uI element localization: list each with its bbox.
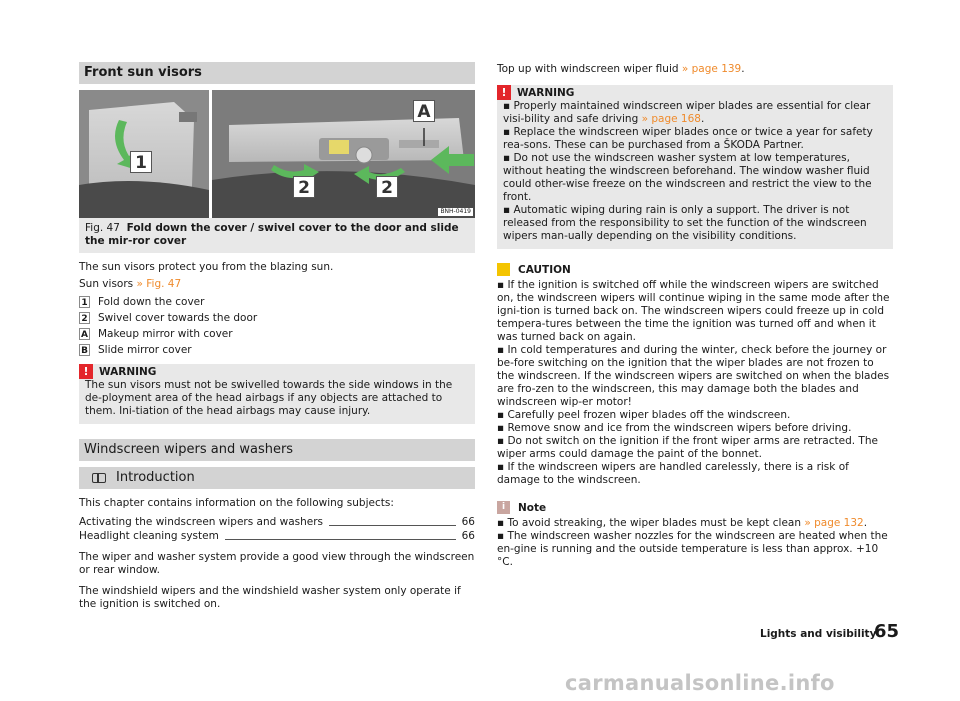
caution-bullet: ▪ Carefully peel frozen wiper blades off the windscreen. xyxy=(497,409,791,421)
toc-list xyxy=(79,516,475,543)
left-column xyxy=(79,62,475,611)
legend-text: Slide mirror cover xyxy=(98,344,192,356)
footer-section-name: Lights and visibility xyxy=(760,628,877,640)
sun-visor-intro: The sun visors protect you from the blazing sun. xyxy=(79,261,334,273)
caution-bullet: ▪ Remove snow and ice from the windscreen wipers before driving. xyxy=(497,422,852,434)
warning-bullet: ▪ Automatic wiping during rain is only a support. The driver is not released from the responsibility to set the function of the windscreen wipers man-ually depending on the visibility conditions. xyxy=(503,204,867,242)
legend-badge: 2 xyxy=(79,312,90,324)
note-section xyxy=(497,500,893,569)
section-title-sun-visors: Front sun visors xyxy=(79,62,475,84)
warning-title: WARNING xyxy=(517,86,575,99)
right-column xyxy=(497,62,893,569)
legend-item xyxy=(79,342,475,358)
caution-body xyxy=(497,279,893,487)
figure-sun-visors xyxy=(79,90,475,218)
note-page-link[interactable]: » page 132 xyxy=(804,517,864,529)
toc-label: Activating the windscreen wipers and washers xyxy=(79,516,324,528)
wiper-system-paragraph: The wiper and washer system provide a good view through the windscreen or rear window. xyxy=(79,551,475,576)
warning-title: WARNING xyxy=(99,365,157,378)
info-icon: i xyxy=(497,501,510,514)
note-bullet-end: . xyxy=(863,517,868,529)
caution-bullet: ▪ In cold temperatures and during the winter, check before the journey or be-fore switching on the ignition that the wiper blades are not frozen to the windscreen. If the windscreen wipers are switched on when the blades are fro-zen to the windscreen, this may damage both the blades and windscreen wip-er motor! xyxy=(497,344,890,408)
warning-icon: ! xyxy=(497,85,511,100)
caution-bullet: ▪ If the ignition is switched off while the windscreen wipers are switched on, the windscreen wipers will continue wiping in the same mode after the igni-tion is turned back on. The windscreen wipers could freeze up in cold tempera-tures between the time the ignition was turned off and when it was turned back on again. xyxy=(497,279,890,343)
warning-bullet xyxy=(503,100,887,126)
top-up-end: . xyxy=(741,63,745,75)
legend-text: Makeup mirror with cover xyxy=(98,328,233,340)
warning-header xyxy=(79,364,475,379)
figure-number: Fig. 47 xyxy=(85,222,120,234)
toc-label: Headlight cleaning system xyxy=(79,530,219,542)
figure-label-2a: 2 xyxy=(293,176,315,198)
caution-bullet: ▪ Do not switch on the ignition if the front wiper arms are retracted. The wiper arms could damage the paint of the bonnet. xyxy=(497,435,878,460)
top-up-page-link[interactable]: » page 139 xyxy=(681,63,742,75)
toc-leader xyxy=(329,525,456,526)
figure-label-2b: 2 xyxy=(376,176,398,198)
section-title-wipers: Windscreen wipers and washers xyxy=(79,439,475,461)
note-body xyxy=(497,517,893,569)
warning-box-sun-visors xyxy=(79,364,475,424)
chapter-contents-text: This chapter contains information on the following subjects: xyxy=(79,497,394,509)
top-up-text: Top up with windscreen wiper fluid xyxy=(497,63,679,75)
toc-item[interactable] xyxy=(79,516,475,529)
warning-bullet-text: ▪ Properly maintained windscreen wiper blades are essential for clear visi-bility and safe driving xyxy=(503,100,871,125)
toc-leader xyxy=(225,539,456,540)
figure-label-a: A xyxy=(413,100,435,122)
page-number: 65 xyxy=(874,621,900,642)
warning-page-link[interactable]: » page 168 xyxy=(641,113,701,125)
caution-title: CAUTION xyxy=(518,263,571,276)
legend-item xyxy=(79,294,475,310)
warning-bullet-end: . xyxy=(700,113,705,125)
legend-badge: 1 xyxy=(79,296,90,308)
toc-page: 66 xyxy=(461,516,475,528)
legend-text: Fold down the cover xyxy=(98,296,205,308)
legend-badge: A xyxy=(79,328,90,340)
watermark: carmanualsonline.info xyxy=(565,671,835,695)
figure-caption xyxy=(79,218,475,253)
caution-bullet: ▪ If the windscreen wipers are handled carelessly, there is a risk of damage to the windscreen. xyxy=(497,461,849,486)
legend-list xyxy=(79,294,475,358)
legend-text: Swivel cover towards the door xyxy=(98,312,258,324)
warning-bullet: ▪ Do not use the windscreen washer system at low temperatures, without heating the windscreen beforehand. The window washer fluid could other-wise freeze on the windscreen and restrict the view to the front. xyxy=(503,152,872,203)
figure-code: BNH-0419 xyxy=(440,208,471,215)
introduction-title: Introduction xyxy=(116,470,195,485)
note-header xyxy=(497,500,893,515)
figure-title: Fold down the cover / swivel cover to the door and slide the mir-ror cover xyxy=(85,222,459,247)
legend-item xyxy=(79,326,475,342)
sun-visors-label: Sun visors xyxy=(79,278,134,290)
sun-visors-fig-link[interactable]: » Fig. 47 xyxy=(136,278,182,290)
caution-section xyxy=(497,262,893,487)
legend-item xyxy=(79,310,475,326)
book-icon xyxy=(92,473,106,483)
introduction-heading xyxy=(79,467,475,489)
caution-icon xyxy=(497,263,510,276)
figure-label-1: 1 xyxy=(130,151,152,173)
warning-icon: ! xyxy=(79,364,93,379)
warning-header xyxy=(497,85,893,100)
wiper-ignition-paragraph: The windshield wipers and the windshield washer system only operate if the ignition is switched on. xyxy=(79,585,461,610)
warning-box-wipers xyxy=(497,85,893,249)
warning-text: The sun visors must not be swivelled towards the side windows in the de-ployment area of the head airbags if any objects are attached to them. Ini-tiation of the head airbags may cause injury. xyxy=(85,379,453,417)
warning-bullet: ▪ Replace the windscreen wiper blades once or twice a year for safety rea-sons. These can be purchased from a ŠKODA Partner. xyxy=(503,126,873,151)
caution-header xyxy=(497,262,893,277)
warning-body xyxy=(497,100,893,249)
legend-badge: B xyxy=(79,344,90,356)
toc-page: 66 xyxy=(461,530,475,542)
toc-item[interactable] xyxy=(79,530,475,543)
top-up-line xyxy=(497,62,893,77)
note-bullet: ▪ The windscreen washer nozzles for the windscreen are heated when the en-gine is running and the outside temperature is less than approx. +10 °C. xyxy=(497,530,888,568)
sun-visors-heading xyxy=(79,278,475,291)
note-bullet xyxy=(497,517,893,530)
note-bullet-text: ▪ To avoid streaking, the wiper blades must be kept clean xyxy=(497,517,801,529)
note-title: Note xyxy=(518,501,547,514)
